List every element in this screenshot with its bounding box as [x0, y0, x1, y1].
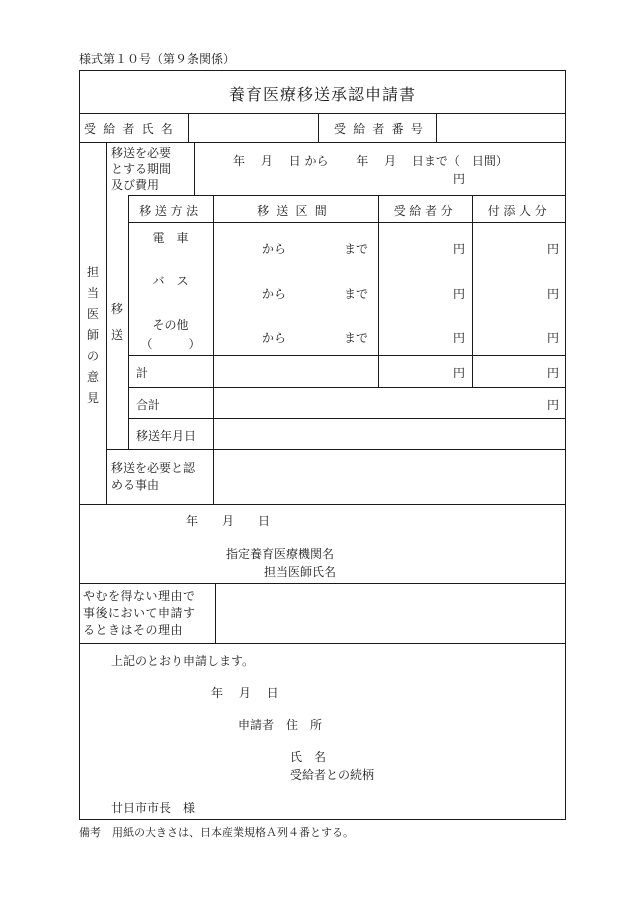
subtotal-recipient-yen[interactable]: 円 — [452, 366, 465, 380]
footnote: 備考 用紙の大きさは、日本産業規格Ａ列４番とする。 — [79, 826, 354, 839]
row1-recipient-yen[interactable]: 円 — [452, 242, 465, 256]
row3-from: から — [262, 331, 287, 345]
late-reason-field[interactable] — [216, 584, 565, 642]
period-label: 移送を必要 とする期間 及び費用 — [111, 146, 172, 192]
column-section: 移送区間 — [257, 204, 334, 218]
transport-date-label: 移送年月日 — [136, 429, 197, 443]
row1-from: から — [262, 242, 287, 256]
reason-field[interactable] — [214, 450, 565, 503]
application-date[interactable]: 年 月 日 — [211, 686, 279, 700]
period-dates[interactable]: 年 月 日 から 年 月 日まで（ 日間） — [233, 154, 508, 168]
doctor-name-label: 担当医師氏名 — [264, 565, 337, 579]
method-train: 電 車 — [152, 231, 189, 245]
reason-label: 移送を必要と認 める事由 — [111, 461, 196, 492]
method-bus: バ ス — [152, 274, 189, 288]
row1-to: まで — [344, 242, 369, 256]
row3-recipient-yen[interactable]: 円 — [452, 331, 465, 345]
row2-from: から — [262, 287, 287, 301]
recipient-number-label: 受給者番号 — [334, 122, 431, 136]
recipient-number-field[interactable] — [437, 114, 565, 141]
transport-date-field[interactable] — [214, 419, 565, 448]
method-other: その他 — [152, 318, 189, 332]
subtotal-label: 計 — [136, 366, 149, 380]
row2-attendant-yen[interactable]: 円 — [546, 287, 559, 301]
row3-attendant-yen[interactable]: 円 — [546, 331, 559, 345]
column-attendant-share: 付添人分 — [487, 204, 551, 218]
row1-attendant-yen[interactable]: 円 — [546, 242, 559, 256]
certification-date[interactable]: 年 月 日 — [186, 514, 271, 528]
form-title: 養育医療移送承認申請書 — [228, 85, 416, 104]
method-other-paren[interactable]: （ ） — [140, 337, 201, 351]
column-recipient-share: 受給者分 — [393, 204, 457, 218]
period-cost-yen[interactable]: 円 — [453, 172, 466, 186]
total-yen[interactable]: 円 — [546, 398, 559, 412]
column-method: 移送方法 — [139, 204, 202, 218]
recipient-name-field[interactable] — [189, 114, 317, 141]
doctor-opinion-label: 担当医師の意見 — [86, 265, 99, 405]
total-label: 合計 — [136, 398, 161, 412]
transport-label: 移送 — [110, 302, 123, 342]
recipient-name-label: 受給者氏名 — [84, 122, 181, 136]
subtotal-attendant-yen[interactable]: 円 — [546, 366, 559, 380]
row2-to: まで — [344, 287, 369, 301]
applicant-name-label: 氏 名 — [290, 750, 327, 764]
row2-recipient-yen[interactable]: 円 — [452, 287, 465, 301]
application-statement: 上記のとおり申請します。 — [111, 654, 255, 668]
applicant-address-label: 申請者 住 所 — [238, 718, 323, 732]
late-reason-label: やむを得ない理由で 事後において申請す るときはその理由 — [83, 589, 196, 637]
institution-name-label: 指定養育医療機関名 — [226, 547, 335, 561]
form-number: 様式第１０号（第９条関係） — [79, 52, 236, 66]
addressee: 廿日市市長 様 — [111, 801, 196, 815]
relationship-label: 受給者との続柄 — [290, 768, 375, 782]
row3-to: まで — [344, 331, 369, 345]
